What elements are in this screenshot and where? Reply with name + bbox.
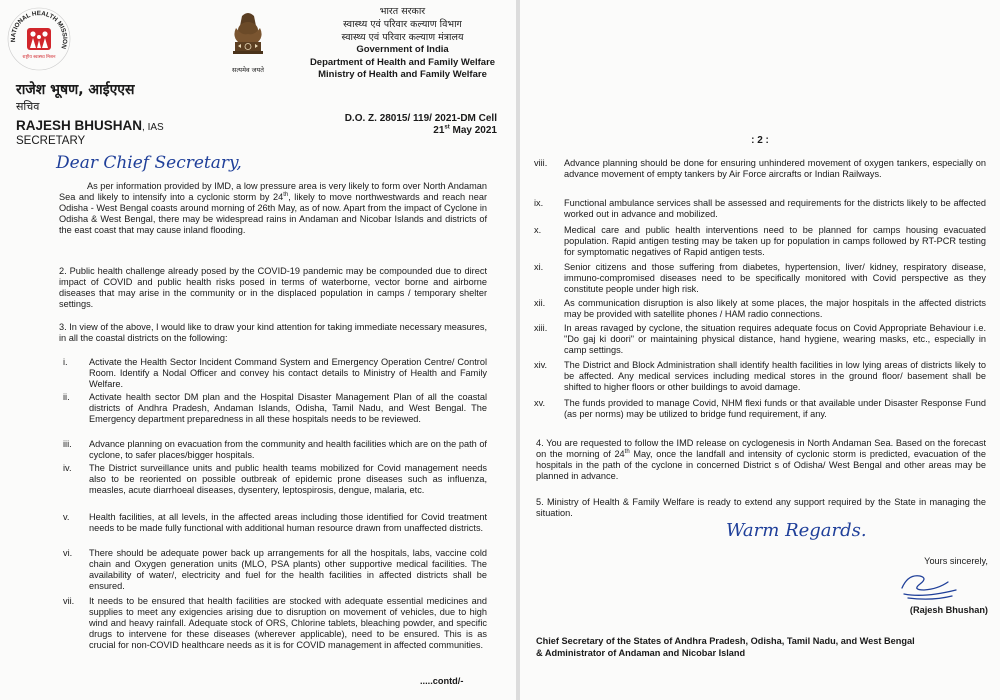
list-item: Activate the Health Sector Incident Command System and Emergency Operation Centre/ Control Room. Identify a Nodal Officer and convey his contact details to Ministry of Health and Family Welfare. (89, 357, 487, 389)
addressee-line-2: & Administrator of Andaman and Nicobar Island (536, 648, 746, 658)
item-number: ii. (63, 392, 70, 402)
office-line-6: Ministry of Health and Family Welfare (318, 69, 487, 80)
office-header (300, 5, 505, 82)
sender-name-hindi: राजेश भूषण, आईएएस (16, 82, 135, 98)
page-number: : 2 : (751, 135, 769, 146)
list-item: There should be adequate power back up arrangements for all the hospitals, labs, vaccine cold chain and Oxygen generation units (MLO, PSA plants) other supportive medical facilities. The availability of water/, electricity and fuel for the health facilities in affected districts shall be ensured. (89, 548, 487, 591)
item-number: viii. (534, 158, 548, 168)
closing-handwritten: Warm Regards. (726, 520, 867, 541)
office-line-3: स्वास्थ्य एवं परिवार कल्याण मंत्रालय (341, 32, 464, 43)
item-number: vi. (63, 548, 73, 558)
item-number: xiii. (534, 323, 548, 333)
item-number: xv. (534, 398, 546, 408)
item-number: xiv. (534, 360, 548, 370)
item-number: xii. (534, 298, 546, 308)
list-item: Advance planning should be done for ensuring unhindered movement of oxygen tankers, especially on advance movement of empty tankers by Air Force aircrafts or Indian Railways. (564, 158, 986, 179)
salutation: Dear Chief Secretary, (56, 153, 242, 173)
list-item: Activate health sector DM plan and the Hospital Disaster Management Plan of all the coastal districts of Andhra Pradesh, Andaman Islands, Odisha, Tamil Nadu, and West Bengal. The Emergency department preparedness in all these hospitals needs to be reviewed. (89, 392, 487, 424)
list-item: It needs to be ensured that health facilities are stocked with adequate essential medicines and supplies to meet any exigencies arising due to disruption on movement of vehicles, due to high wind and heavy rainfall. Adequate stock of ORS, Chlorine tablets, bleaching powder, and specific drugs to intervene for these diseases (wherever applicable), need to be ensured. This is as crucial for non-COVID healthcare needs as it is for COVID management in affected communities. (89, 596, 487, 650)
signature (894, 568, 964, 602)
list-item: The District surveillance units and public health teams mobilized for Covid management needs also to be reoriented on possible outbreak of epidemic prone diseases such as influenza, measles, acute diarrhoeal diseases, dysentery, leptospirosis, dengue, malaria, etc. (89, 463, 487, 495)
sender-designation-hindi: सचिव (16, 100, 40, 113)
item-number: v. (63, 512, 70, 522)
office-line-4: Government of India (356, 44, 449, 55)
office-line-5: Department of Health and Family Welfare (309, 56, 496, 68)
letter-date: 21st May 2021 (433, 124, 497, 136)
office-line-2: स्वास्थ्य एवं परिवार कल्याण विभाग (343, 19, 462, 30)
list-item: The funds provided to manage Covid, NHM flexi funds or that available under Disaster Response Fund (as per norms) may be utilized to bridge fund requirement, if any. (564, 398, 986, 419)
sender-name: RAJESH BHUSHAN, IAS (16, 118, 164, 133)
continued-marker: .....contd/- (420, 676, 464, 686)
state-emblem (226, 10, 270, 74)
nhm-ring-text: NATIONAL HEALTH MISSION (9, 10, 69, 50)
list-item: In areas ravaged by cyclone, the situation requires adequate focus on Covid Appropriate Behaviour i.e. "Do gaj ki doori" or maintaining physical distance, hand hygiene, wearing masks, etc., especially in camp settings. (564, 323, 986, 355)
signer-name: (Rajesh Bhushan) (909, 605, 988, 615)
paragraph-2: 2. Public health challenge already posed by the COVID-19 pandemic may be compounded due to direct impact of COVID and public health risks posed in terms of waterborne, vector borne and airborne diseases that may arise in the community or in the displaced population in camps / temporary shelter settings. (59, 266, 487, 309)
list-item: Health facilities, at all levels, in the affected areas including those identified for Covid treatment needs to be made fully functional with additional human resource drawn from unaffected districts. (89, 512, 487, 533)
paragraph-5: 5. Ministry of Health & Family Welfare is ready to extend any support required by the State in managing the situation. (536, 497, 986, 518)
list-item: The District and Block Administration shall identify health facilities in low lying areas of districts likely to be affected. Any medical services including medical stores in the ground floor/ basement shall be shifted to higher floors or other buildings to avoid damage. (564, 360, 986, 392)
emblem-motto: सत्यमेव जयते (232, 66, 264, 74)
item-number: iv. (63, 463, 72, 473)
paragraph-1: As per information provided by IMD, a low pressure area is very likely to form over North Andaman Sea and likely to intensify into a cyclonic storm by 24th, likely to move northwestwards and reach near Odisha - West Bengal coasts around morning of 26th May, as of now. Apart from the impact of Cyclone in Odisha & West Bengal, there may be widespread rains in Andaman and Nicobar Islands and districts of the east coast that may cause inland flooding. (59, 181, 487, 235)
item-number: i. (63, 357, 68, 367)
item-number: iii. (63, 439, 72, 449)
paragraph-4: 4. You are requested to follow the IMD release on cyclogenesis in North Andaman Sea. Based on the forecast on the morning of 24th May, once the landfall and intensity of cyclonic storm is predicted, evacuation of the hospitals in the path of the cyclone in concerned District s of Odisha/ West Bengal and other areas may be planned in advance. (536, 438, 987, 481)
item-number: xi. (534, 262, 544, 272)
nhm-logo (6, 6, 72, 72)
nhm-motto: राष्ट्रीय स्वास्थ्य मिशन (22, 55, 56, 60)
list-item: As communication disruption is also likely at some places, the major hospitals in the affected districts may be provided with satellite phones / HAM radio connections. (564, 298, 986, 319)
list-item: Medical care and public health interventions need to be planned for camps housing evacuated population. Rapid antigen testing may be taken up for population in camps followed by RT-PCR testing for symptomatic negatives of Rapid antigen tests. (564, 225, 986, 257)
yours-sincerely: Yours sincerely, (924, 556, 988, 566)
item-number: x. (534, 225, 542, 235)
addressee-line-1: Chief Secretary of the States of Andhra Pradesh, Odisha, Tamil Nadu, and West Bengal (536, 636, 915, 646)
list-item: Functional ambulance services shall be assessed and requirements for the districts likely to be affected worked out in advance and mobilized. (564, 198, 986, 219)
letter-page-2 (520, 0, 1000, 700)
list-item: Senior citizens and those suffering from diabetes, hypertension, liver/ kidney, respiratory disease, immuno-compromised diseases need to be specifically monitored with Covid perspective as they constitute people under high risk. (564, 262, 986, 294)
item-number: ix. (534, 198, 544, 208)
sender-designation: SECRETARY (16, 135, 86, 147)
list-item: Advance planning on evacuation from the community and health facilities which are on the path of cyclone, to safer places/bigger hospitals. (89, 439, 487, 460)
reference-number: D.O. Z. 28015/ 119/ 2021-DM Cell (344, 113, 497, 124)
office-line-1: भारत सरकार (379, 6, 426, 17)
item-number: vii. (63, 596, 75, 606)
paragraph-3: 3. In view of the above, I would like to draw your kind attention for taking immediate necessary measures, in all the coastal districts on the following: (59, 322, 487, 343)
